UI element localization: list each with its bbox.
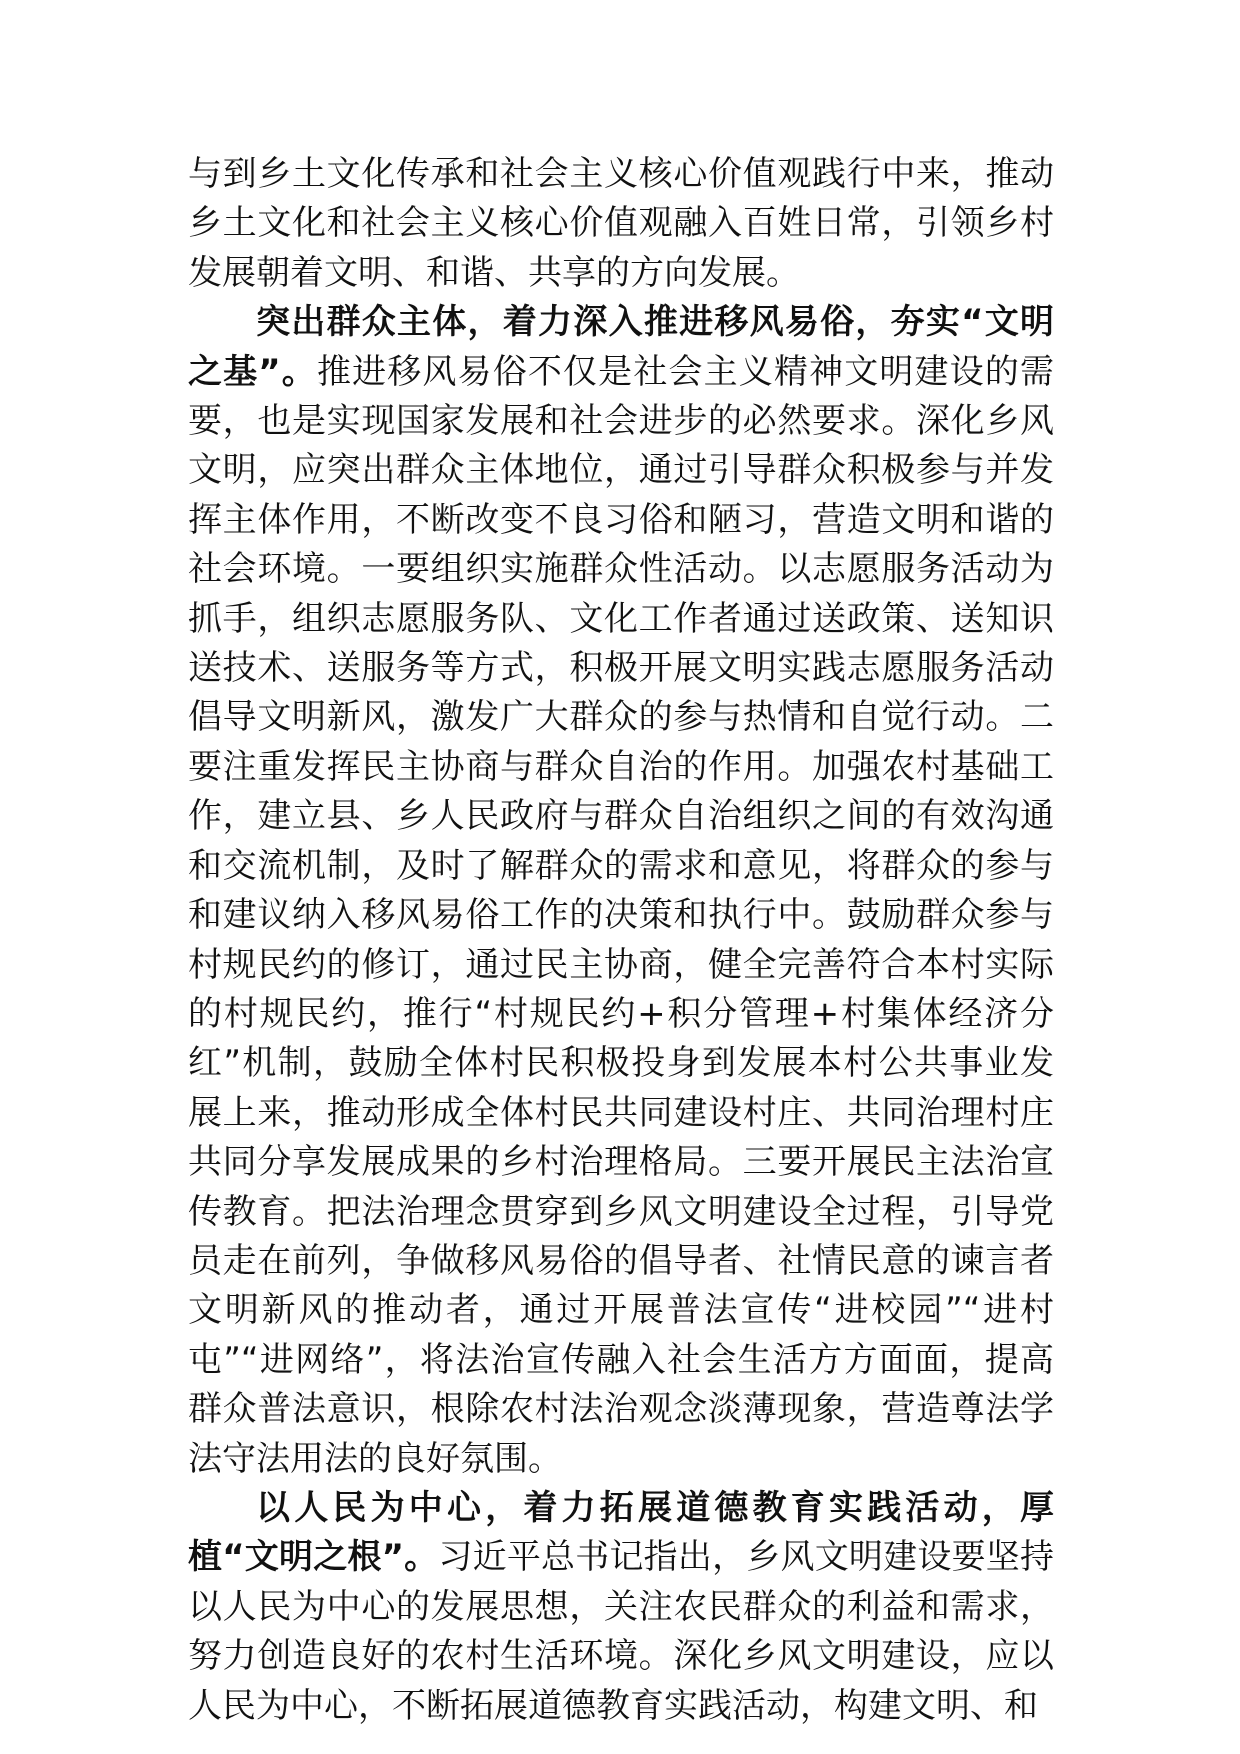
paragraph-text: 与到乡土文化传承和社会主义核心价值观践行中来，推动乡土文化和社会主义核心价值观融入百姓日常，引领乡村发展朝着文明、和谐、共享的方向发展。: [188, 154, 1054, 293]
body-paragraph-continued: [188, 150, 1054, 298]
body-paragraph-mass-subject: [188, 298, 1054, 1484]
paragraph-text: 推进移风易俗不仅是社会主义精神文明建设的需要，也是实现国家发展和社会进步的必然要求。深化乡风文明，应突出群众主体地位，通过引导群众积极参与并发挥主体作用，不断改变不良习俗和陋习，营造文明和谐的社会环境。一要组织实施群众性活动。以志愿服务活动为抓手，组织志愿服务队、文化工作者通过送政策、送知识送技术、送服务等方式，积极开展文明实践志愿服务活动倡导文明新风，激发广大群众的参与热情和自觉行动。二要注重发挥民主协商与群众自治的作用。加强农村基础工作，建立县、乡人民政府与群众自治组织之间的有效沟通和交流机制，及时了解群众的需求和意见，将群众的参与和建议纳入移风易俗工作的决策和执行中。鼓励群众参与村规民约的修订，通过民主协商，健全完善符合本村实际的村规民约，推行“村规民约+积分管理+村集体经济分红”机制，鼓励全体村民积极投身到发展本村公共事业发展上来，推动形成全体村民共同建设村庄、共同治理村庄共同分享发展成果的乡村治理格局。三要开展民主法治宣传教育。把法治理念贯穿到乡风文明建设全过程，引导党员走在前列，争做移风易俗的倡导者、社情民意的谏言者文明新风的推动者，通过开展普法宣传“进校园”“进村屯”“进网络”，将法治宣传融入社会生活方方面面，提高群众普法意识，根除农村法治观念淡薄现象，营造尊法学法守法用法的良好氛围。: [188, 351, 1054, 1479]
paragraph-heading-lead: 突出群众主体，着力深入推进移风易俗，夯实“文明之基”。: [188, 302, 1054, 392]
paragraph-heading-lead: 以人民为中心，着力拓展道德教育实践活动，厚植“文明之根”。: [188, 1487, 1054, 1578]
paragraph-text: 习近平总书记指出，乡风文明建设要坚持以人民为中心的发展思想，关注农民群众的利益和需求，努力创造良好的农村生活环境。深化乡风文明建设，应以人民为中心，不断拓展道德教育实践活动，构建文明、和: [188, 1537, 1054, 1726]
body-paragraph-people-centered: [188, 1484, 1054, 1731]
document-page: [188, 150, 1054, 1731]
